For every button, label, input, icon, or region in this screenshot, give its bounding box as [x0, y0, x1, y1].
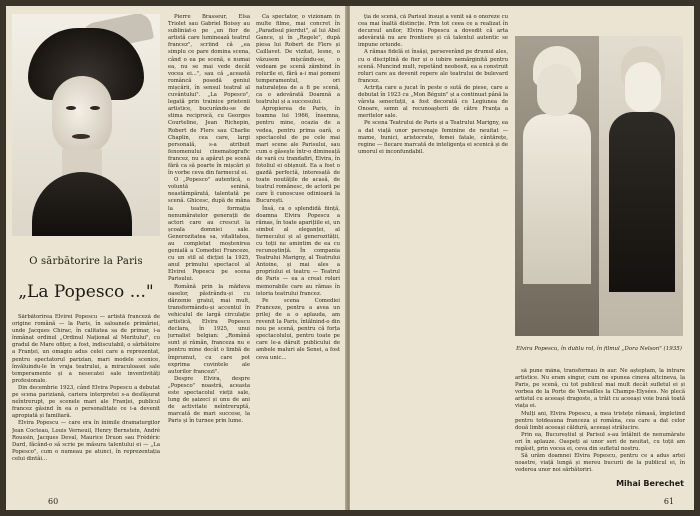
figure-dark-dress — [609, 112, 675, 292]
paragraph: Prin ea, Bucureștiul și Parisul s-au întâlnit de nenumărate ori în aplauze. Oaspeți ai unor seri de neuitat, cu toții am regăsit, prin vocea ei, ceva din sufletul nostru. — [515, 431, 685, 453]
eye — [90, 106, 100, 110]
left-page — [6, 6, 346, 510]
lips — [72, 134, 90, 139]
column-middle — [168, 14, 250, 496]
column-left — [358, 14, 508, 496]
paragraph: Din decembrie 1923, când Elvira Popescu a debutat pe scena pariziană, cariera interpretei s-a desfășurat neîntrerupt, pe scenele mari ale Franței, publicul francez găsind în ea o personalitate ce i-a devenit apropiată și familiară. — [12, 384, 160, 420]
photo-caption: Elvira Popescu, în dublu rol, în filmul „Dora Nelson" (1935) — [516, 346, 682, 352]
column-right — [515, 368, 685, 478]
paragraph: Să urăm doamnei Elvira Popescu, pentru ce a adus artei noastre, viață lungă și mereu bucurii de la publicul ei, în vederea unor noi sărbătoriri. — [515, 453, 685, 474]
author-signature: Mihai Berechet — [616, 479, 684, 488]
headline: „La Popesco ..." — [18, 282, 154, 302]
photo-right-half — [599, 36, 683, 336]
paragraph: Despre Elvira, despre „Popesco" noastră, aceasta este spectacolul vieții sale, lung de șaizeci și unu de ani de activitate neîntreruptă, marcată de mari succese, la Paris și în turnee prin lume. — [168, 375, 250, 425]
paragraph: Elvira Popescu — care era în inimile dramaturgilor Jean Cocteau, Louis Verneuil, Henry Bernstein, André Roussin, Jacques Deval, Maurice Druon sau Frédéric Dard, făcând-o să scrie pe măsura talentului ei — „La Popesco", cum o numeau pe atunci, în reprezentația celui dintâi... — [12, 420, 160, 462]
paragraph: Pierre Brasseur, Elsa Triolet sau Gabriel Boissy au subliniat-o pe „un fior de artistă care luminează teatrul francez", scriind că „ea simplu ce pare domina scena, când o ea pe scenă, e numai ea, nu se mai vede decât vocea ei...", sau că „această româncă posedă geniul mișcării, în sensul teatral al cuvântului". „La Popesco", legată prin trainice prietenii artistice, bucurându-se de stima reciprocă, cu Georges Courteline, Jean Richepin, Robert de Flers sau Charlie Chaplin, cea care, largi personală, s-a atribuit fenomenului cinematografic francez, nu a apărut pe scenă fără ca să poarte în mișcări și în vorbe ceva din farmecul ei. — [168, 14, 250, 177]
paragraph: Pe scena Teatrului de Paris și a Teatrului Marigny, ea a dat viață unor personaje feminine de neuitat — mame, bunici, aristocrate, femei fatale, cântărețe, regine — fiecare marcată de inteligența ei scenică și de umorul ei inconfundabil. — [358, 120, 508, 155]
right-page — [350, 6, 694, 510]
face — [52, 76, 112, 154]
paragraph: Apropierea de Paris, în toamna lui 1966, însemna, pentru mine, ocazia de a vedea, pentru prima oară, o spectacolul de pe cele mai mari scene ale Parisului, sau cum o găsește într-o dimineață de vară cu trandafiri, Elvira, în fotoliul ei obișnuit. Ea a fost o gazdă perfectă, interesată de toate noutățile de acasă, de teatrul românesc, de actorii pe care îi cunoscuse odinioară la București. — [256, 106, 340, 205]
paragraph: Mulți ani, Elvira Popescu, a mea tristețe rămasă, împletind pentru totdeauna franceza și româna, cea care a dat celor două limbi aceeași căldură, aceeași strălucire. — [515, 410, 685, 431]
page-number: 60 — [48, 497, 59, 506]
column-under-title — [12, 314, 160, 494]
eye — [66, 106, 76, 110]
paragraph: ția de scenă, că Parisul însuși a venit să o onoreze cu cea mai înaltă distincție. Prin tot ceea ce a realizat în decursul anilor, Elvira Popescu a dovedit că arta adevărată nu are frontiere și că talentul autentic se impune oriunde. — [358, 14, 508, 49]
page-number: 61 — [663, 497, 674, 506]
face — [625, 62, 661, 112]
column-right — [256, 14, 340, 496]
paragraph: Ca spectator, o vizionam în multe filme, mai concret în „Paradisul pierdut", al lui Abel Gance, și în „Regele", după piesa lui Robert de Flers și Caillavet. De vizitat, lesne, o văzusem mișcându-se, o vedeam pe scenă zâmbind în rolurile ei, fără a-i mai pomeni temperamentul, ori naturalețea de a fi pe scenă, ca o adevărată Doamnă a teatrului și a succesului. — [256, 14, 340, 106]
photo-left-half — [515, 36, 599, 336]
paragraph: Română prin la măduva oaselor, păstrându-și cu dârzenie graiul, mai mult, transformându-și accentul în vehiculul de largă circulație artistică, Elvira Popescu declara, în 1925, unui jurnalist belgian: „Română sunt și rămân, franceza nu e pentru mine decât o limbă de împrumut, cu care pot exprima cuvintele ale autorilor francezi". — [168, 283, 250, 375]
paragraph: O „Popesco" autentică, o voluntă senină, neastâmpărată, talentată pe scenă. Ghicesc, după de mâna la teatru, formația nenumăratelor generații de actori care au crescut la școala domniei sale. Generozitatea sa, vitalitatea, au completat moștenirea genială a Comediei Franceze, cu un stil al dicției la 1925, anul primului spectacol al Elvirei Popescu pe scena Parisului. — [168, 177, 250, 283]
dark-collar — [32, 172, 132, 236]
paragraph: să pune mâna, transformau în aur. Ne așteptam, la intrare artistice. Nu eram singur, cum ne spunea cineva altcineva, la Paris, pe scenă, cu tot publicul mai mult decât sufletul ei și vorbea de la Porte de Versailles la Champs-Elysées. Ne plecă artistul cu aceeași dragoste, a trăit cu aceeași voie bună toată viața ei. — [515, 368, 685, 410]
paragraph: Pe scena Comediei Franceze, pentru a avea un prilej de a o aplauda, am revenit la Paris, întâlnind-o din nou pe scenă, pentru că forța spectacolului, pentru toate pe care le-a dăruit publicului de ambele maluri ale Senei, a fost ceva unic... — [256, 297, 340, 361]
paragraph: Însă, ca o splendidă ființă, doamna Elvira Popescu a rămas, în toate aparițiile ei, un simbol al eleganței, al farmecului și al generozității, cu toții ne amintim de ea cu recunoștință. În compania Teatrului Marigny, al Teatrului Antoine, și mai ales a propriului ei teatru — Teatrul de Paris — ea a creat roluri memorabile care au rămas în istoria teatrului francez. — [256, 205, 340, 297]
portrait-photo — [12, 14, 160, 236]
paragraph: Actrița care a jucat în peste o sută de piese, care a debutat în 1923 cu „Mon Béguin" și a continuat până la vârsta senectuții, a fost decorată cu Legiunea de Onoare, semn al recunoașterii de către Franța a meritelor sale. — [358, 84, 508, 120]
face — [537, 64, 577, 116]
paragraph: Sărbătorirea Elvirei Popescu — artistă franceză de origine română — la Paris, în saloanele primăriei, unde Jacques Chirac, în calitatea sa de primar, i-a înmânat ordinul „Ordinul Național al Meritului", cu gradul de Mare ofițer, a fost, indiscutabil, o sărbătoire a Franței, un omagiu adus celei care a reprezentat, pentru spectatorul parizian, mari modele scenice, învăluindu-le în vraja teatrului, a miraculoasei sale temperamente și a nesecatei sale inventivități profesionale. — [12, 314, 160, 384]
section-title: O sărbătorire la Paris — [29, 256, 143, 267]
paragraph: A rămas fidelă ei însăși, perseverând pe drumul ales, cu o disciplină de fier și o iubire nemărginită pentru scenă. Muncind mult, repetând neobosit, ea a construit roluri care au devenit repere ale teatrului de bulevard francez. — [358, 49, 508, 84]
figure-light-dress — [523, 114, 591, 284]
film-still-photo — [515, 36, 683, 336]
